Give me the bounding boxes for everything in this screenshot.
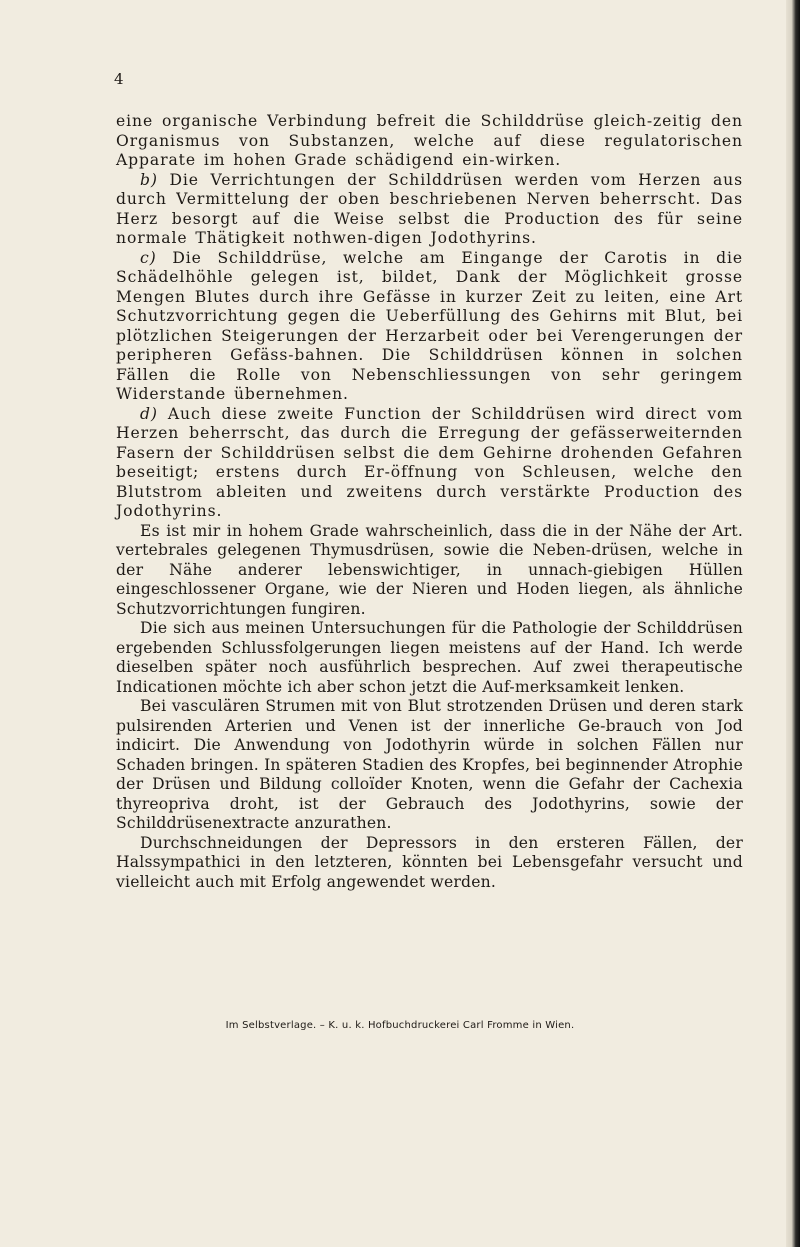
paragraph-text: Die sich aus meinen Untersuchungen für die Pathologie der Schilddrüsen ergebenden Schlussfolgerungen liegen meistens auf der Hand. Ich werde dieselben später noch ausführlich besprechen. Auf zwei therapeutische Indicationen möchte ich aber schon jetzt die Auf-merksamkeit lenken.: [116, 619, 743, 696]
body-text: [116, 112, 743, 892]
paragraph-text: Die Schilddrüse, welche am Eingange der Carotis in die Schädelhöhle gelegen ist, bildet, Dank der Möglichkeit grosse Mengen Blutes durch ihre Gefässe in kurzer Zeit zu leiten, eine Art Schutzvorrichtung gegen die Ueberfüllung des Gehirns mit Blut, bei plötzlichen Steigerungen der Herzarbeit oder bei Verengerungen der peripheren Gefäss-bahnen. Die Schilddrüsen können in solchen Fällen die Rolle von Nebenschliessungen von sehr geringem Widerstande übernehmen.: [116, 248, 744, 403]
paragraph-text: Bei vasculären Strumen mit von Blut strotzenden Drüsen und deren stark pulsirenden Arterien und Venen ist der innerliche Ge-brauch von Jod indicirt. Die Anwendung von Jodothyrin würde in solchen Fällen nur Schaden bringen. In späteren Stadien des Kropfes, bei beginnender Atrophie der Drüsen und Bildung colloïder Knoten, wenn die Gefahr der Cachexia thyreopriva droht, ist der Gebrauch des Jodothyrins, sowie der Schilddrüsenextracte anzurathen.: [116, 697, 743, 832]
paragraph-label: b): [140, 170, 158, 189]
page-edge-shadow: [786, 0, 800, 1247]
paragraph-text: Es ist mir in hohem Grade wahrscheinlich, dass die in der Nähe der Art. vertebrales gelegenen Thymusdrüsen, sowie die Neben-drüsen, welche in der Nähe anderer lebenswichtiger, in unnach-giebigen Hüllen eingeschlossener Organe, wie der Nieren und Hoden liegen, als ähnliche Schutzvorrichtungen fungiren.: [116, 521, 743, 618]
paragraph: [116, 619, 743, 697]
paragraph-d: [116, 405, 743, 522]
page-number: 4: [114, 70, 124, 88]
paragraph-b: [116, 171, 743, 249]
paragraph-text: Auch diese zweite Function der Schilddrüsen wird direct vom Herzen beherrscht, das durch die Erregung der gefässerweiternden Fasern der Schilddrüsen selbst die dem Gehirne drohenden Gefahren beseitigt; erstens durch Er-öffnung von Schleusen, welche den Blutstrom ableiten und zweitens durch verstärkte Production des Jodothyrins.: [116, 404, 744, 520]
paragraph-text: Durchschneidungen der Depressors in den ersteren Fällen, der Halssympathici in den letzteren, könnten bei Lebensgefahr versucht und vielleicht auch mit Erfolg angewendet werden.: [116, 833, 743, 891]
paragraph-c: [116, 249, 743, 405]
paragraph-text: Die Verrichtungen der Schilddrüsen werden vom Herzen aus durch Vermittelung der oben beschriebenen Nerven beherrscht. Das Herz besorgt auf die Weise selbst die Production des für seine normale Thätigkeit nothwen-digen Jodothyrins.: [116, 170, 743, 247]
paragraph-text: eine organische Verbindung befreit die Schilddrüse gleich-zeitig den Organismus von Substanzen, welche auf diese regulatorischen Apparate im hohen Grade schädigend ein-wirken.: [116, 112, 743, 169]
paragraph: [116, 522, 743, 620]
paragraph-label: c): [140, 248, 157, 267]
paragraph: [116, 697, 743, 834]
imprint-footer: Im Selbstverlage. – K. u. k. Hofbuchdruckerei Carl Fromme in Wien.: [225, 1020, 575, 1031]
paragraph-a-continuation: [116, 112, 743, 171]
paragraph-label: d): [140, 404, 158, 423]
paragraph: [116, 834, 743, 893]
